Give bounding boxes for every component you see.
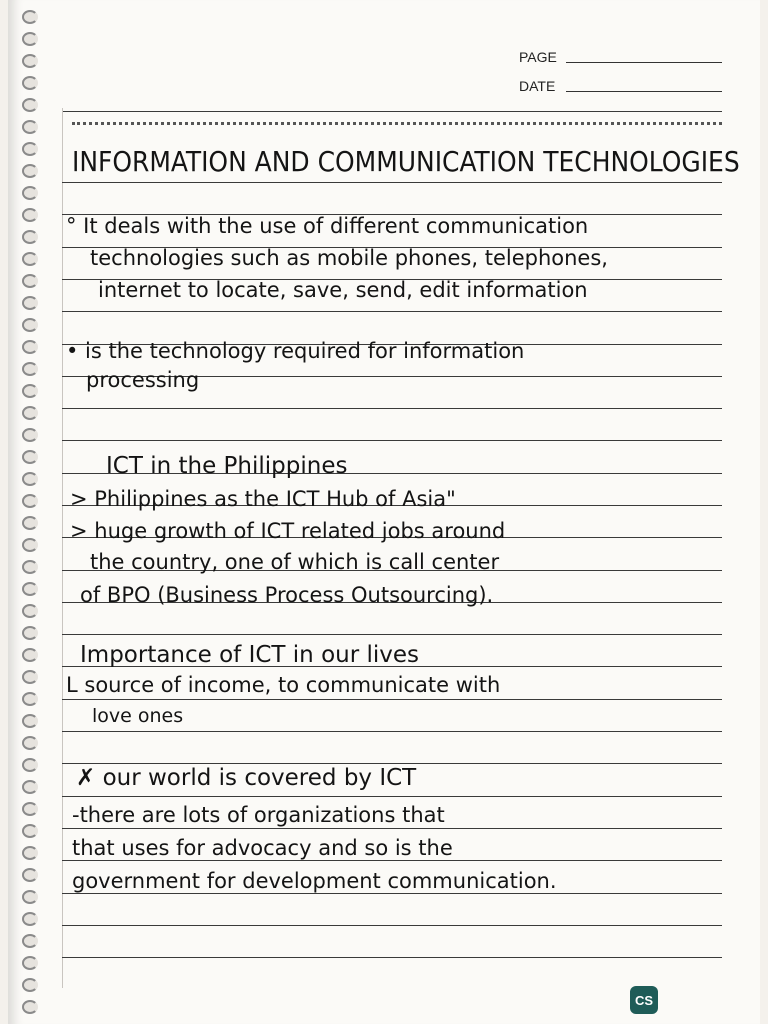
note-line-14: ✗ our world is covered by ICT xyxy=(76,765,417,791)
spiral-ring xyxy=(22,208,38,222)
spiral-ring xyxy=(22,406,38,420)
note-line-3: internet to locate, save, send, edit information xyxy=(98,278,588,302)
page-line xyxy=(566,62,722,63)
note-line-1: ° It deals with the use of different communication xyxy=(66,214,589,238)
ruled-line xyxy=(62,796,722,797)
note-line-13: love ones xyxy=(92,705,184,727)
spiral-ring xyxy=(22,604,38,618)
section-heading-philippines: ICT in the Philippines xyxy=(106,453,348,479)
ruled-line xyxy=(62,731,722,732)
spiral-ring xyxy=(22,296,38,310)
note-line-17: government for development communication. xyxy=(72,869,557,893)
scanner-logo: CS xyxy=(630,986,658,1014)
ruled-line xyxy=(62,699,722,700)
note-line-8: > huge growth of ICT related jobs around xyxy=(70,519,506,543)
spiral-binding xyxy=(8,0,44,1024)
note-line-12: L source of income, to communicate with xyxy=(66,673,501,697)
note-line-16: that uses for advocacy and so is the xyxy=(72,836,453,860)
ruled-line xyxy=(62,440,722,441)
note-line-4: • is the technology required for information xyxy=(66,339,525,363)
spiral-ring xyxy=(22,780,38,794)
spiral-ring xyxy=(22,10,38,24)
spiral-ring xyxy=(22,450,38,464)
spiral-ring xyxy=(22,824,38,838)
spiral-ring xyxy=(22,670,38,684)
spiral-ring xyxy=(22,868,38,882)
spiral-ring xyxy=(22,32,38,46)
spiral-ring xyxy=(22,142,38,156)
spiral-ring xyxy=(22,164,38,178)
note-line-9: the country, one of which is call center xyxy=(90,550,500,574)
dotted-rule xyxy=(72,122,722,125)
ruled-line xyxy=(62,311,722,312)
spiral-ring xyxy=(22,472,38,486)
note-line-10: of BPO (Business Process Outsourcing). xyxy=(80,583,494,607)
spiral-ring xyxy=(22,538,38,552)
spiral-ring xyxy=(22,516,38,530)
ruled-line xyxy=(62,925,722,926)
section-heading-importance: Importance of ICT in our lives xyxy=(80,642,420,668)
spiral-ring xyxy=(22,692,38,706)
spiral-ring xyxy=(22,934,38,948)
spiral-ring xyxy=(22,890,38,904)
spiral-ring xyxy=(22,318,38,332)
spiral-ring xyxy=(22,758,38,772)
spiral-ring xyxy=(22,582,38,596)
spiral-ring xyxy=(22,384,38,398)
spiral-ring xyxy=(22,186,38,200)
spiral-ring xyxy=(22,736,38,750)
spiral-ring xyxy=(22,230,38,244)
spiral-ring xyxy=(22,274,38,288)
top-rule xyxy=(62,111,722,112)
ruled-line xyxy=(62,957,722,958)
spiral-ring xyxy=(22,714,38,728)
spiral-ring xyxy=(22,648,38,662)
spiral-ring xyxy=(22,494,38,508)
note-line-2: technologies such as mobile phones, telephones, xyxy=(90,246,608,270)
ruled-line xyxy=(62,634,722,635)
spiral-ring xyxy=(22,912,38,926)
page-title: INFORMATION AND COMMUNICATION TECHNOLOGIES xyxy=(72,145,740,178)
note-line-5: processing xyxy=(86,368,200,392)
spiral-ring xyxy=(22,802,38,816)
date-label: DATE xyxy=(519,78,556,94)
ruled-line xyxy=(62,828,722,829)
spiral-ring xyxy=(22,1000,38,1014)
note-line-7: > Philippines as the ICT Hub of Asia" xyxy=(70,487,456,511)
spiral-ring xyxy=(22,362,38,376)
date-line xyxy=(566,91,722,92)
ruled-line xyxy=(62,763,722,764)
margin-line xyxy=(62,108,63,988)
spiral-ring xyxy=(22,560,38,574)
ruled-line xyxy=(62,408,722,409)
spiral-ring xyxy=(22,340,38,354)
ruled-line xyxy=(62,860,722,861)
spiral-ring xyxy=(22,428,38,442)
page-label: PAGE xyxy=(519,49,557,65)
ruled-line xyxy=(62,182,722,183)
spiral-ring xyxy=(22,120,38,134)
spiral-ring xyxy=(22,978,38,992)
spiral-ring xyxy=(22,846,38,860)
spiral-ring xyxy=(22,98,38,112)
spiral-ring xyxy=(22,54,38,68)
note-line-15: -there are lots of organizations that xyxy=(72,803,445,827)
spiral-ring xyxy=(22,956,38,970)
spiral-ring xyxy=(22,76,38,90)
spiral-ring xyxy=(22,252,38,266)
spiral-ring xyxy=(22,626,38,640)
ruled-line xyxy=(62,893,722,894)
